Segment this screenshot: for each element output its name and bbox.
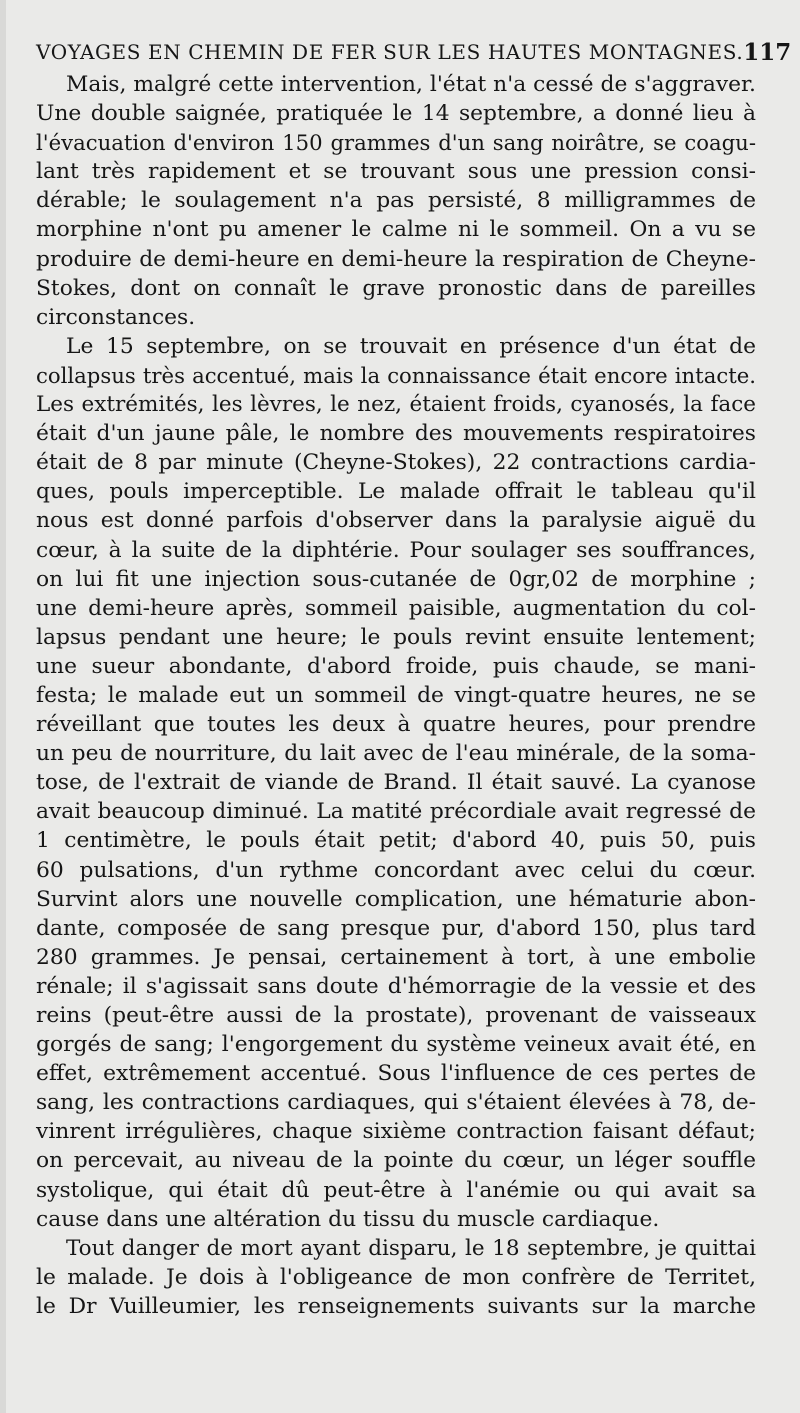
text-line: lant très rapidement et se trouvant sous une pression consi- bbox=[36, 159, 756, 185]
text-line: Survint alors une nouvelle complication, une hématurie abon- bbox=[36, 886, 756, 912]
text-line: le malade. Je dois à l'obligeance de mon confrère de Territet, bbox=[36, 1264, 756, 1290]
text-line: Une double saignée, pratiquée le 14 septembre, a donné lieu à bbox=[36, 101, 756, 127]
text-line: Le 15 septembre, on se trouvait en présence d'un état de bbox=[66, 333, 756, 359]
text-line: un peu de nourriture, du lait avec de l'eau minérale, de la soma- bbox=[36, 741, 756, 767]
text-line: ques, pouls imperceptible. Le malade offrait le tableau qu'il bbox=[36, 479, 756, 505]
text-line: une sueur abondante, d'abord froide, puis chaude, se mani- bbox=[36, 653, 756, 679]
page-number: 117 bbox=[743, 38, 792, 66]
text-line: 280 grammes. Je pensai, certainement à tort, à une embolie bbox=[36, 944, 756, 970]
text-line: l'évacuation d'environ 150 grammes d'un sang noirâtre, se coagu- bbox=[36, 130, 756, 156]
text-line: on percevait, au niveau de la pointe du cœur, un léger souffle bbox=[36, 1148, 756, 1174]
body-text bbox=[36, 70, 756, 1321]
text-line: le Dr Vuilleumier, les renseignements suivants sur la marche bbox=[36, 1293, 756, 1319]
text-line: systolique, qui était dû peut-être à l'anémie ou qui avait sa bbox=[36, 1177, 756, 1203]
text-line: était d'un jaune pâle, le nombre des mouvements respiratoires bbox=[36, 421, 756, 447]
running-head: VOYAGES EN CHEMIN DE FER SUR LES HAUTES MONTAGNES. bbox=[36, 40, 744, 64]
text-line: avait beaucoup diminué. La matité précordiale avait regressé de bbox=[36, 799, 756, 825]
text-line: rénale; il s'agissait sans doute d'hémorragie de la vessie et des bbox=[36, 973, 756, 999]
text-line: gorgés de sang; l'engorgement du système veineux avait été, en bbox=[36, 1032, 756, 1058]
text-line: cause dans une altération du tissu du muscle cardiaque. bbox=[36, 1206, 660, 1232]
text-line: une demi-heure après, sommeil paisible, augmentation du col- bbox=[36, 595, 756, 621]
text-line: Stokes, dont on connaît le grave pronostic dans de pareilles bbox=[36, 275, 756, 301]
text-line: effet, extrêmement accentué. Sous l'influence de ces pertes de bbox=[36, 1061, 756, 1087]
text-line: cœur, à la suite de la diphtérie. Pour soulager ses souffrances, bbox=[36, 537, 756, 563]
text-line: circonstances. bbox=[36, 304, 196, 330]
text-line: réveillant que toutes les deux à quatre heures, pour prendre bbox=[36, 712, 756, 738]
text-line: collapsus très accentué, mais la connaissance était encore intacte. bbox=[36, 362, 756, 388]
text-line: était de 8 par minute (Cheyne-Stokes), 22 contractions cardia- bbox=[36, 450, 756, 476]
page-edge-shadow bbox=[0, 0, 6, 1413]
text-line: festa; le malade eut un sommeil de vingt-quatre heures, ne se bbox=[36, 682, 756, 708]
text-line: on lui fit une injection sous-cutanée de 0gr,02 de morphine ; bbox=[36, 566, 756, 592]
text-line: vinrent irrégulières, chaque sixième contraction faisant défaut; bbox=[36, 1119, 756, 1145]
text-line: sang, les contractions cardiaques, qui s'étaient élevées à 78, de- bbox=[36, 1090, 756, 1116]
text-line: reins (peut-être aussi de la prostate), provenant de vaisseaux bbox=[36, 1003, 756, 1028]
text-line: dante, composée de sang presque pur, d'abord 150, plus tard bbox=[36, 915, 756, 941]
text-line: 60 pulsations, d'un rythme concordant avec celui du cœur. bbox=[36, 857, 756, 883]
text-line: Mais, malgré cette intervention, l'état n'a cessé de s'aggraver. bbox=[66, 72, 756, 97]
text-line: lapsus pendant une heure; le pouls revint ensuite lentement; bbox=[36, 624, 756, 650]
text-line: Les extrémités, les lèvres, le nez, étaient froids, cyanosés, la face bbox=[36, 392, 756, 418]
text-line: tose, de l'extrait de viande de Brand. Il était sauvé. La cyanose bbox=[36, 770, 756, 796]
page-header bbox=[36, 34, 792, 70]
text-line: produire de demi-heure en demi-heure la respiration de Cheyne- bbox=[36, 246, 756, 272]
text-line: 1 centimètre, le pouls était petit; d'abord 40, puis 50, puis bbox=[36, 828, 756, 854]
text-line: nous est donné parfois d'observer dans la paralysie aiguë du bbox=[36, 508, 756, 534]
text-line: Tout danger de mort ayant disparu, le 18 septembre, je quittai bbox=[66, 1235, 756, 1261]
text-line: morphine n'ont pu amener le calme ni le sommeil. On a vu se bbox=[36, 217, 756, 243]
text-line: dérable; le soulagement n'a pas persisté, 8 milligrammes de bbox=[36, 188, 756, 214]
